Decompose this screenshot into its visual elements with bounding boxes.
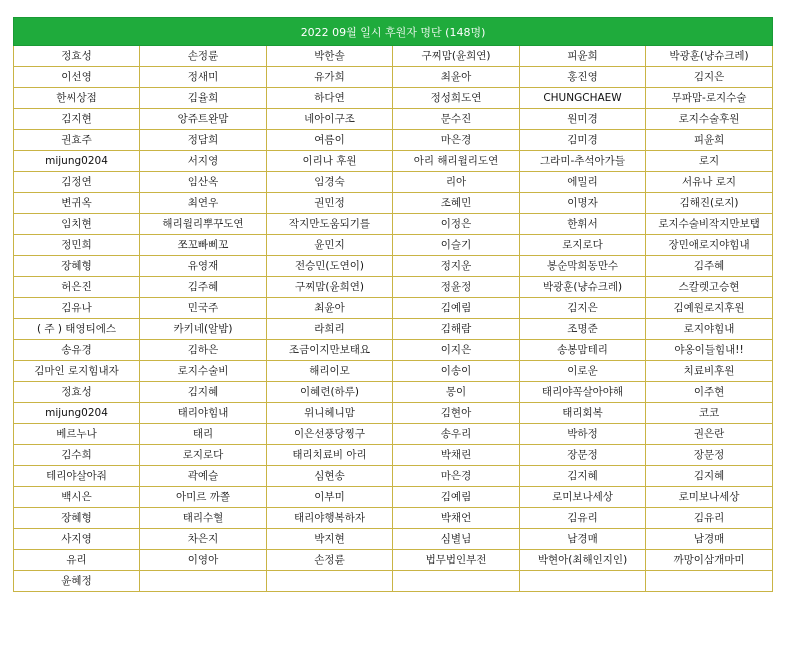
table-row: [14, 172, 773, 193]
donor-name-cell: 아리 해리윌리도연: [393, 151, 520, 172]
donor-name-cell: 로지로다: [520, 235, 646, 256]
donor-name-cell: 치료비후원: [646, 361, 773, 382]
donor-name-cell: 한씨상점: [14, 88, 140, 109]
donor-name-cell: 이명자: [520, 193, 646, 214]
donor-name-cell: 네아이구조: [267, 109, 393, 130]
donor-name-cell: 남경매: [520, 529, 646, 550]
donor-name-cell: 로미보나세상: [520, 487, 646, 508]
donor-name-cell: 테리야살아줘: [14, 466, 140, 487]
donor-name-cell: 김지혜: [520, 466, 646, 487]
donor-name-cell: 작지만도움되기를: [267, 214, 393, 235]
table-title: 2022 09월 일시 후원자 명단 (148명): [14, 18, 773, 46]
donor-name-cell: 몽이: [393, 382, 520, 403]
table-row: [14, 46, 773, 67]
donor-name-cell: 여름이: [267, 130, 393, 151]
donor-name-cell: CHUNGCHAEW: [520, 88, 646, 109]
donor-name-cell: 임산옥: [140, 172, 267, 193]
donor-name-cell: 김해진(로지): [646, 193, 773, 214]
donor-name-cell: 변귀옥: [14, 193, 140, 214]
donor-name-cell: 이선영: [14, 67, 140, 88]
donor-name-cell: 손정륜: [140, 46, 267, 67]
donor-name-cell: 에밀리: [520, 172, 646, 193]
donor-name-cell: 이리나 후원: [267, 151, 393, 172]
donor-name-cell: 손정륜: [267, 550, 393, 571]
table-row: [14, 88, 773, 109]
donor-name-cell: 김유리: [520, 508, 646, 529]
donor-name-cell: 장문정: [520, 445, 646, 466]
donor-name-cell: ( 주 ) 태영티에스: [14, 319, 140, 340]
donor-table-body: [14, 46, 773, 592]
donor-name-cell: 윤혜정: [14, 571, 140, 592]
table-row: [14, 361, 773, 382]
donor-name-cell: 박한솔: [267, 46, 393, 67]
donor-name-cell: 이부미: [267, 487, 393, 508]
donor-name-cell: 태리야힘내: [140, 403, 267, 424]
donor-name-cell: 해리윌리뿌꾸도연: [140, 214, 267, 235]
donor-name-cell: 권효주: [14, 130, 140, 151]
table-row: [14, 424, 773, 445]
donor-name-cell: 곽예슬: [140, 466, 267, 487]
table-row: [14, 403, 773, 424]
table-row: [14, 235, 773, 256]
donor-name-cell: 심현송: [267, 466, 393, 487]
donor-name-cell: 김해람: [393, 319, 520, 340]
donor-name-cell: 박현아(최해인지인): [520, 550, 646, 571]
donor-name-cell: 야옹이들힘내!!: [646, 340, 773, 361]
donor-name-cell: 이지은: [393, 340, 520, 361]
donor-name-cell: 서유나 로지: [646, 172, 773, 193]
donor-name-cell: 백시은: [14, 487, 140, 508]
table-row: [14, 445, 773, 466]
table-row: [14, 298, 773, 319]
donor-name-cell: 김마인 로지힘내자: [14, 361, 140, 382]
donor-name-cell: 김정연: [14, 172, 140, 193]
donor-name-cell: 정새미: [140, 67, 267, 88]
donor-name-cell: 박지현: [267, 529, 393, 550]
donor-name-cell: 장민애로지야힘내: [646, 235, 773, 256]
donor-name-cell: 이송이: [393, 361, 520, 382]
donor-name-cell: 김예림: [393, 487, 520, 508]
donor-name-cell: 송우리: [393, 424, 520, 445]
donor-name-cell: 마은경: [393, 466, 520, 487]
table-row: [14, 529, 773, 550]
donor-list-table: [13, 17, 773, 592]
donor-name-cell: 리아: [393, 172, 520, 193]
donor-name-cell: 로지수술비작지만보탭: [646, 214, 773, 235]
donor-name-cell: 박하정: [520, 424, 646, 445]
donor-name-cell: 조금이지만보태요: [267, 340, 393, 361]
donor-name-cell: 로지야힘내: [646, 319, 773, 340]
donor-name-cell: 김예림: [393, 298, 520, 319]
donor-name-cell: 태리야꼭살아야해: [520, 382, 646, 403]
donor-name-cell: 최연우: [140, 193, 267, 214]
donor-name-cell: 유가희: [267, 67, 393, 88]
donor-name-cell: 이영아: [140, 550, 267, 571]
donor-name-cell: [140, 571, 267, 592]
donor-name-cell: 민국주: [140, 298, 267, 319]
donor-name-cell: 쪼꼬빠삐꼬: [140, 235, 267, 256]
donor-name-cell: 마은경: [393, 130, 520, 151]
donor-name-cell: 봉순막희동만수: [520, 256, 646, 277]
donor-name-cell: 태리치료비 아리: [267, 445, 393, 466]
donor-name-cell: 김지혜: [140, 382, 267, 403]
donor-name-cell: 김지현: [14, 109, 140, 130]
donor-name-cell: 박광훈(냥슈크레): [646, 46, 773, 67]
table-row: [14, 340, 773, 361]
donor-name-cell: mijung0204: [14, 403, 140, 424]
donor-name-cell: 이주현: [646, 382, 773, 403]
table-row: [14, 508, 773, 529]
donor-name-cell: 차은지: [140, 529, 267, 550]
donor-name-cell: [393, 571, 520, 592]
donor-name-cell: 정효성: [14, 382, 140, 403]
donor-name-cell: 서지영: [140, 151, 267, 172]
donor-name-cell: 김주혜: [646, 256, 773, 277]
donor-name-cell: 김하은: [140, 340, 267, 361]
table-row: [14, 67, 773, 88]
donor-name-cell: 정담희: [140, 130, 267, 151]
donor-name-cell: 남경매: [646, 529, 773, 550]
donor-name-cell: 사지영: [14, 529, 140, 550]
donor-name-cell: 코코: [646, 403, 773, 424]
donor-name-cell: [646, 571, 773, 592]
donor-name-cell: 이은선풍당찡구: [267, 424, 393, 445]
donor-name-cell: 김예원로지후원: [646, 298, 773, 319]
donor-name-cell: 송유경: [14, 340, 140, 361]
donor-name-cell: 송봉맘테리: [520, 340, 646, 361]
donor-name-cell: 임치현: [14, 214, 140, 235]
donor-name-cell: 태리: [140, 424, 267, 445]
donor-name-cell: 로지: [646, 151, 773, 172]
donor-name-cell: 하다연: [267, 88, 393, 109]
donor-name-cell: 정성희도연: [393, 88, 520, 109]
donor-name-cell: 이혜련(하루): [267, 382, 393, 403]
donor-name-cell: 정효성: [14, 46, 140, 67]
table-row: [14, 550, 773, 571]
donor-name-cell: 김주혜: [140, 277, 267, 298]
donor-name-cell: 임경숙: [267, 172, 393, 193]
donor-name-cell: 이정은: [393, 214, 520, 235]
donor-name-cell: 로지로다: [140, 445, 267, 466]
donor-name-cell: 원미경: [520, 109, 646, 130]
donor-name-cell: 위니헤니맘: [267, 403, 393, 424]
donor-name-cell: 전승민(도연이): [267, 256, 393, 277]
donor-name-cell: 피윤희: [520, 46, 646, 67]
donor-name-cell: 박광훈(냥슈크레): [520, 277, 646, 298]
donor-name-cell: 이슬기: [393, 235, 520, 256]
donor-name-cell: 피윤희: [646, 130, 773, 151]
donor-name-cell: 정민희: [14, 235, 140, 256]
donor-name-cell: 장혜형: [14, 256, 140, 277]
table-row: [14, 151, 773, 172]
donor-name-cell: 유리: [14, 550, 140, 571]
donor-name-cell: 로미보나세상: [646, 487, 773, 508]
donor-name-cell: 김유나: [14, 298, 140, 319]
table-row: [14, 319, 773, 340]
donor-name-cell: 태리야행복하자: [267, 508, 393, 529]
donor-name-cell: 김수희: [14, 445, 140, 466]
table-row: [14, 487, 773, 508]
donor-name-cell: 태리수혈: [140, 508, 267, 529]
donor-name-cell: 김미경: [520, 130, 646, 151]
donor-name-cell: 법무법인부전: [393, 550, 520, 571]
table-header-row: [14, 18, 773, 46]
donor-name-cell: 김현아: [393, 403, 520, 424]
donor-name-cell: 조명준: [520, 319, 646, 340]
donor-name-cell: 심별님: [393, 529, 520, 550]
donor-name-cell: 최윤아: [393, 67, 520, 88]
donor-name-cell: 김유리: [646, 508, 773, 529]
donor-name-cell: mijung0204: [14, 151, 140, 172]
table-row: [14, 130, 773, 151]
donor-name-cell: 김율희: [140, 88, 267, 109]
donor-name-cell: 윤민지: [267, 235, 393, 256]
donor-name-cell: 아미르 까쫄: [140, 487, 267, 508]
table-row: [14, 109, 773, 130]
donor-name-cell: 문수진: [393, 109, 520, 130]
table-row: [14, 382, 773, 403]
donor-name-cell: 박채린: [393, 445, 520, 466]
donor-name-cell: 장혜형: [14, 508, 140, 529]
table-row: [14, 214, 773, 235]
donor-name-cell: 정지운: [393, 256, 520, 277]
donor-name-cell: 해리이모: [267, 361, 393, 382]
donor-name-cell: 김지은: [520, 298, 646, 319]
donor-name-cell: 홍진영: [520, 67, 646, 88]
table-row: [14, 277, 773, 298]
donor-name-cell: 권민정: [267, 193, 393, 214]
donor-name-cell: 이로운: [520, 361, 646, 382]
donor-name-cell: 태리회복: [520, 403, 646, 424]
donor-name-cell: 무파맘-로지수술: [646, 88, 773, 109]
donor-name-cell: 유영재: [140, 256, 267, 277]
donor-name-cell: 허은진: [14, 277, 140, 298]
donor-name-cell: 카키네(알밤): [140, 319, 267, 340]
table-row: [14, 571, 773, 592]
donor-name-cell: 구찌맘(윤희연): [393, 46, 520, 67]
table-row: [14, 466, 773, 487]
donor-name-cell: 스칼렛고승현: [646, 277, 773, 298]
donor-name-cell: 김지혜: [646, 466, 773, 487]
donor-name-cell: [267, 571, 393, 592]
donor-name-cell: 장문정: [646, 445, 773, 466]
donor-name-cell: 까망이삼개마미: [646, 550, 773, 571]
table-row: [14, 256, 773, 277]
donor-name-cell: 정윤정: [393, 277, 520, 298]
donor-name-cell: 구찌맘(윤희연): [267, 277, 393, 298]
table-row: [14, 193, 773, 214]
donor-name-cell: 최윤아: [267, 298, 393, 319]
donor-name-cell: [520, 571, 646, 592]
donor-name-cell: 라희리: [267, 319, 393, 340]
donor-name-cell: 권은란: [646, 424, 773, 445]
donor-name-cell: 박채언: [393, 508, 520, 529]
donor-name-cell: 앙쥬트완맘: [140, 109, 267, 130]
donor-name-cell: 그라미-추석아가들: [520, 151, 646, 172]
donor-name-cell: 한휘서: [520, 214, 646, 235]
donor-name-cell: 로지수술비: [140, 361, 267, 382]
donor-name-cell: 김지은: [646, 67, 773, 88]
donor-name-cell: 로지수술후원: [646, 109, 773, 130]
donor-name-cell: 조혜민: [393, 193, 520, 214]
donor-name-cell: 베르누나: [14, 424, 140, 445]
